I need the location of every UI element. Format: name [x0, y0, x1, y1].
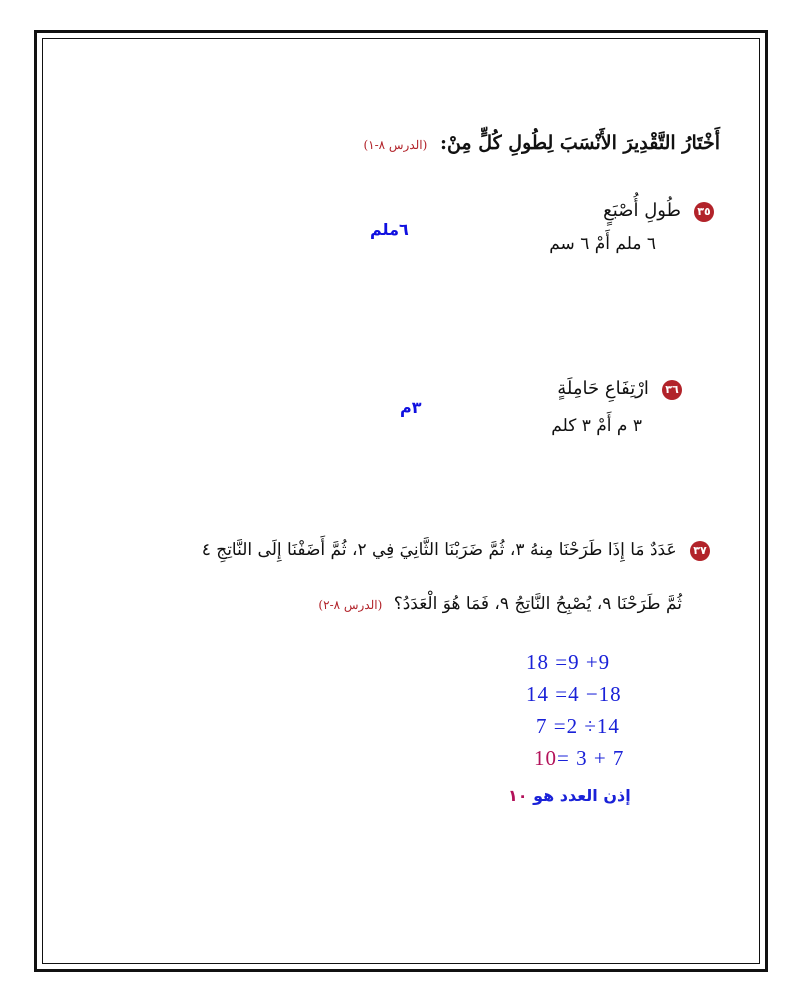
conclusion-text: إذن العدد هو: [533, 786, 631, 805]
heading-lesson-ref: (الدرس ٨-١): [363, 138, 428, 152]
equation-4-result: 10: [534, 746, 557, 770]
question-title: طُولِ أُصْبَعٍ: [603, 200, 681, 221]
question-number-badge: ٣٦: [662, 380, 682, 400]
question-number-badge: ٣٧: [690, 541, 710, 561]
instruction-heading: [363, 132, 720, 154]
question-36-answer: ٣م: [400, 398, 422, 417]
question-36-options: ٣ م أَمْ ٣ كلم: [551, 416, 642, 436]
question-36: [557, 378, 682, 400]
question-37-line-2: [318, 594, 682, 614]
question-35: [603, 200, 714, 222]
equation-4: [534, 746, 624, 771]
equation-1: 18 =9 +9: [526, 650, 611, 674]
heading-text: أَخْتَارُ التَّقْدِيرَ الأَنْسَبَ لِطُولِ كُلٍّ مِنْ:: [439, 132, 720, 154]
question-text: عَدَدٌ مَا إِذَا طَرَحْنَا مِنهُ ٣، ثُمَّ ضَرَبْنَا الثَّانِيَ فِي ٢، ثُمَّ أَضَفْنَا إِلَى النَّاتِجِ ٤: [201, 540, 677, 560]
question-title: ارْتِفَاعِ حَامِلَةٍ: [557, 378, 649, 399]
solution-conclusion: [508, 786, 631, 805]
question-35-options: ٦ ملم أَمْ ٦ سم: [549, 234, 656, 254]
question-37-line-1: [202, 540, 710, 561]
conclusion-value: ١٠: [508, 786, 528, 805]
question-37-lesson-ref: (الدرس ٨-٢): [318, 598, 383, 612]
question-text: ثُمَّ طَرَحْنَا ٩، يُصْبِحُ النَّاتِجُ ٩، فَمَا هُوَ الْعَدَدُ؟: [393, 594, 682, 614]
equation-2: 14 =4 −18: [526, 682, 622, 706]
page-frame-inner: [42, 38, 760, 964]
question-number-badge: ٣٥: [694, 202, 714, 222]
equation-4-rest: = 3 + 7: [557, 746, 625, 770]
question-35-answer: ٦ملم: [370, 220, 409, 239]
equation-3: 7 =2 ÷14: [536, 714, 620, 738]
